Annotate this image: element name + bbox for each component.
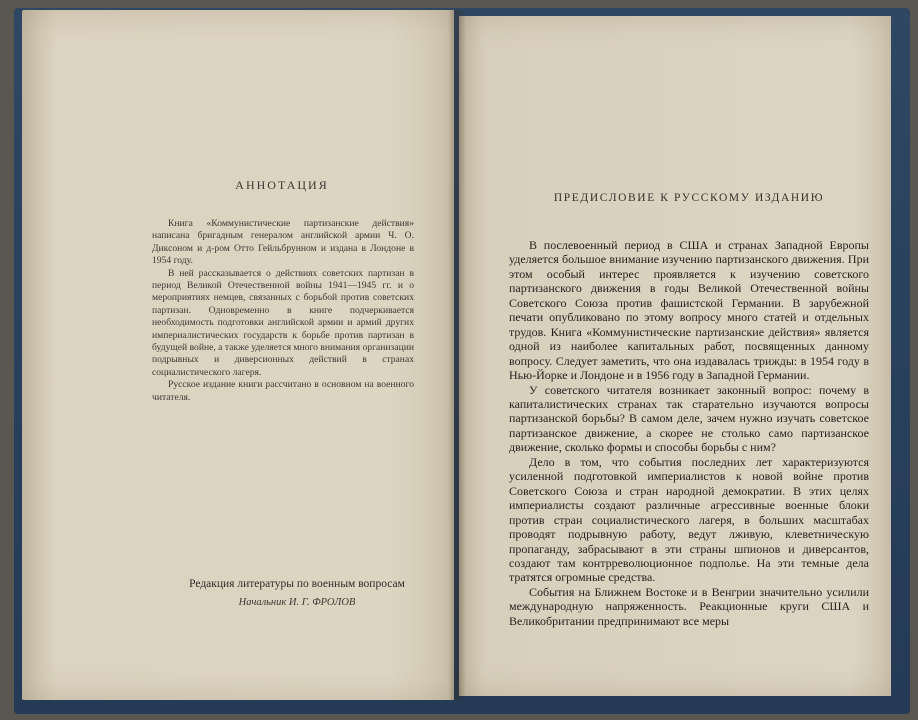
preface-title: ПРЕДИСЛОВИЕ К РУССКОМУ ИЗДАНИЮ bbox=[553, 192, 825, 204]
annotation-paragraph: Русское издание книги рассчитано в основном на военного читателя. bbox=[152, 379, 414, 403]
annotation-paragraph: Книга «Коммунистические партизанские действия» написана бригадным генералом английской армии Ч. О. Диксоном и д-ром Отто Гейльбрунном и издана в Лондоне в 1954 году. bbox=[152, 218, 414, 267]
right-page bbox=[459, 16, 891, 696]
preface-paragraph: В послевоенный период в США и странах Западной Европы уделяется большое внимание изучению партизанского движения. При этом особый интерес проявляется к изучению советского партизанского движения в годы Великой Отечественной войны Советского Союза против фашистской Германии. В зарубежной печати опубликовано по этому вопросу много статей и отдельных трудов. Книга «Коммунистические партизанские действия» является одной из наиболее капитальных работ, посвященных данному вопросу. Следует заметить, что она издавалась трижды: в 1954 году в Нью-Йорке и Лондоне и в 1956 году в Западной Германии. bbox=[509, 238, 869, 383]
preface-paragraph: У советского читателя возникает законный вопрос: почему в капиталистических странах так старательно изучаются вопросы партизанской борьбы? В самом деле, зачем нужно изучать советское партизанское движение, а скорее не столько само партизанское движение, сколько формы и способы борьбы с ним? bbox=[509, 382, 869, 455]
left-page bbox=[22, 10, 454, 700]
preface-paragraph: События на Ближнем Востоке и в Венгрии значительно усилили международную напряженность. Реакционные круги США и Великобритании предпринимают все меры bbox=[509, 584, 869, 628]
annotation-paragraph: В ней рассказывается о действиях советских партизан в период Великой Отечественной войны 1941—1945 гг. и о мероприятиях немцев, связанных с борьбой против советских партизан. Одновременно в книге подчеркивается необходимость подготовки английской армии и армий других империалистических государств к борьбе против партизан в будущей войне, а также уделяется много внимания организации подрывных и диверсионных действий в странах социалистического лагеря. bbox=[152, 267, 414, 378]
annotation-title: АННОТАЦИЯ bbox=[235, 178, 329, 192]
book-gutter bbox=[448, 10, 466, 700]
editorial-office: Редакция литературы по военным вопросам bbox=[189, 578, 405, 590]
annotation-body bbox=[152, 218, 414, 404]
preface-body bbox=[509, 238, 869, 628]
preface-paragraph: Дело в том, что события последних лет характеризуются усиленной подготовкой империалистов к новой войне против Советского Союза и стран народной демократии. В этих целях империалисты создают различные агрессивные военные блоки против стран социалистического лагеря, в больших масштабах проводят подрывную работу, ведут лживую, клеветническую пропаганду, забрасывают в эти страны шпионов и диверсантов, создают там контрреволюционное подполье. На эти темные дела тратятся огромные средства. bbox=[509, 454, 869, 585]
editor-chief: Начальник И. Г. ФРОЛОВ bbox=[238, 597, 356, 608]
